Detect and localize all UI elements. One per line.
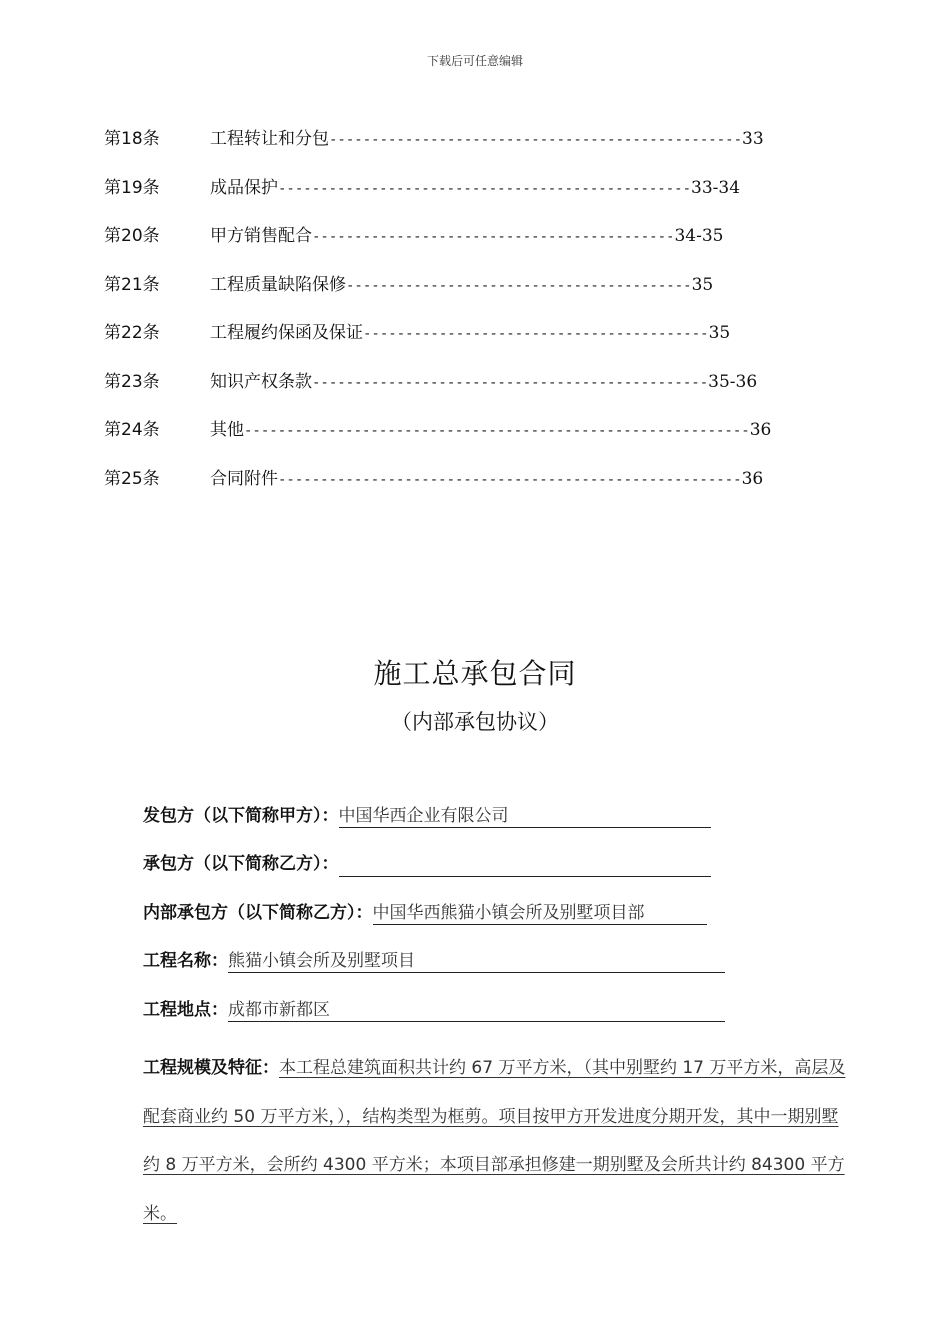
internal-contractor-field <box>143 900 707 926</box>
toc-article-title: 成品保护 <box>210 177 278 198</box>
table-of-contents <box>104 126 824 514</box>
toc-entry <box>210 126 764 153</box>
toc-page-range: 34-35 <box>674 226 724 246</box>
toc-leader: ----------------------------------------- <box>363 326 709 342</box>
toc-article-title: 工程履约保函及保证 <box>210 323 363 343</box>
toc-row <box>104 417 824 466</box>
project-name-field <box>143 948 725 974</box>
toc-leader: ------------------------------------------------------------ <box>244 423 750 439</box>
contractor-field <box>143 851 711 877</box>
toc-leader: ------------------------------------------------- <box>278 180 692 197</box>
toc-row <box>104 272 824 321</box>
toc-entry <box>210 417 771 444</box>
employer-value: 中国华西企业有限公司 <box>339 805 711 828</box>
toc-article-number: 第25条 <box>104 468 160 489</box>
toc-page-range: 35 <box>708 323 731 343</box>
toc-entry <box>210 320 730 347</box>
project-site-field <box>143 997 725 1023</box>
toc-entry <box>210 223 723 250</box>
employer-field <box>143 803 711 829</box>
toc-page-range: 36 <box>741 468 764 489</box>
toc-article-number: 第18条 <box>104 129 160 149</box>
toc-row <box>104 466 824 515</box>
contract-title: 施工总承包合同 <box>373 657 577 690</box>
project-scope-value: 本工程总建筑面积共计约 67 万平方米，（其中别墅约 17 万平方米，高层及配套商业约 50 万平方米，），结构类型为框剪。项目按甲方开发进度分期开发，其中一期别墅约 8 万平方米，会所约 4300 平方米；本项目部承担修建一期别墅及会所共计约 84300 平方米。 <box>143 1058 846 1224</box>
toc-article-title: 甲方销售配合 <box>210 226 312 246</box>
toc-article-title: 其他 <box>210 420 244 440</box>
toc-row <box>104 175 824 224</box>
toc-row <box>104 126 824 175</box>
toc-article-title: 工程质量缺陷保修 <box>210 274 346 295</box>
project-scope-field <box>143 1044 848 1238</box>
toc-row <box>104 369 824 418</box>
toc-entry <box>210 175 740 202</box>
internal-contractor-label: 内部承包方（以下简称乙方）： <box>143 903 373 923</box>
contractor-value <box>339 854 711 877</box>
toc-row <box>104 320 824 369</box>
project-scope-label: 工程规模及特征： <box>143 1058 279 1078</box>
project-site-label: 工程地点： <box>143 1000 228 1020</box>
toc-row <box>104 223 824 272</box>
toc-page-range: 35 <box>691 274 714 295</box>
toc-article-title: 合同附件 <box>210 468 278 489</box>
project-site-value: 成都市新都区 <box>228 999 725 1022</box>
toc-page-range: 35-36 <box>708 371 758 392</box>
internal-contractor-value: 中国华西熊猫小镇会所及别墅项目部 <box>373 902 707 925</box>
toc-page-range: 33-34 <box>691 177 741 198</box>
toc-leader: ------------------------------------------------- <box>329 132 743 148</box>
toc-entry <box>210 369 757 396</box>
toc-leader: ------------------------------------------------------- <box>278 471 742 488</box>
toc-leader: ------------------------------------------- <box>312 229 675 245</box>
contract-subtitle: （内部承包协议） <box>391 710 559 734</box>
toc-article-title: 工程转让和分包 <box>210 129 329 149</box>
toc-entry <box>210 272 713 299</box>
toc-page-range: 36 <box>749 420 772 440</box>
toc-article-number: 第19条 <box>104 177 160 198</box>
page-header: 下载后可任意编辑 <box>426 54 523 68</box>
toc-article-number: 第24条 <box>104 420 160 440</box>
toc-entry <box>210 466 763 493</box>
toc-page-range: 33 <box>742 129 764 149</box>
toc-article-title: 知识产权条款 <box>210 371 312 392</box>
toc-leader: ----------------------------------------- <box>346 277 692 294</box>
toc-article-number: 第22条 <box>104 323 160 343</box>
employer-label: 发包方（以下简称甲方）： <box>143 806 339 826</box>
toc-article-number: 第21条 <box>104 274 160 295</box>
project-name-value: 熊猫小镇会所及别墅项目 <box>228 950 725 973</box>
toc-article-number: 第23条 <box>104 371 160 392</box>
toc-article-number: 第20条 <box>104 226 160 246</box>
toc-leader: ----------------------------------------------- <box>312 374 709 391</box>
contractor-label: 承包方（以下简称乙方）： <box>143 854 339 874</box>
project-name-label: 工程名称： <box>143 951 228 971</box>
